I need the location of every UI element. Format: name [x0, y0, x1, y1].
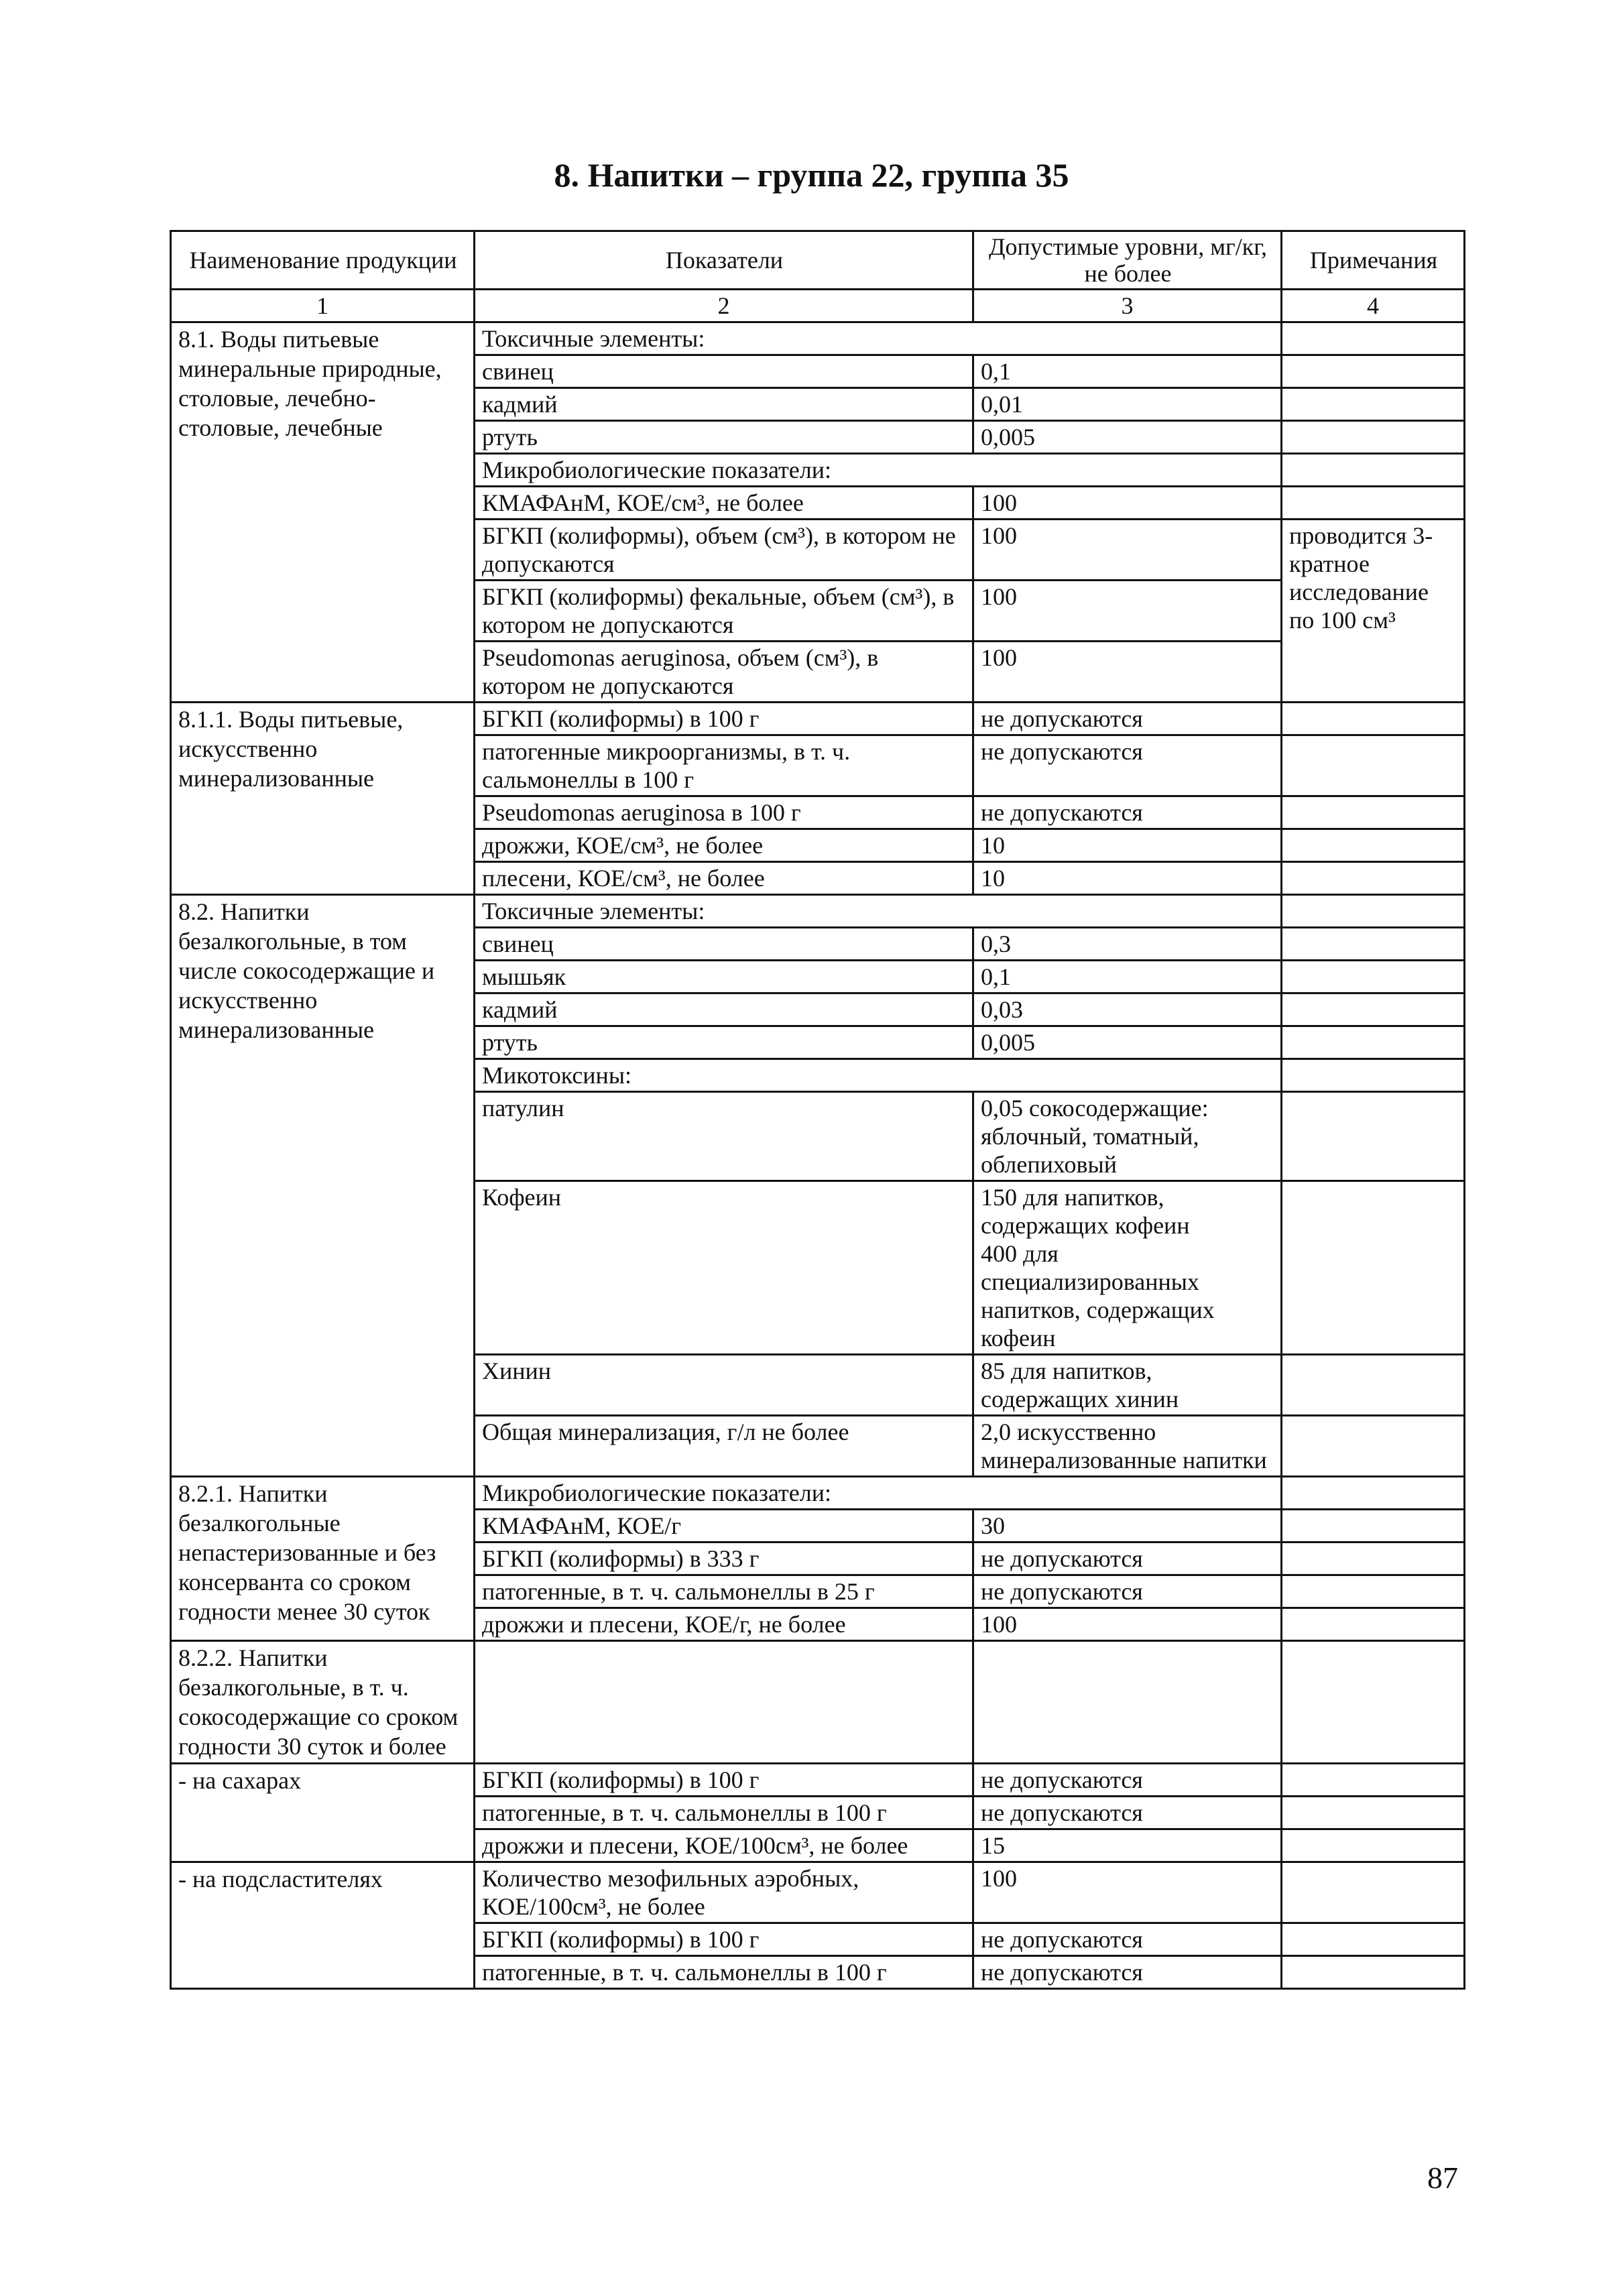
note-cell: [1282, 1477, 1465, 1510]
note-cell: [1282, 1956, 1465, 1989]
product-name: 8.1.1. Воды питьевые, искусственно минерализованные: [171, 703, 475, 895]
indicator-cell: БГКП (колиформы) в 100 г: [475, 1764, 973, 1797]
header-row: [171, 231, 1465, 290]
indicator-cell: патогенные, в т. ч. сальмонеллы в 25 г: [475, 1575, 973, 1608]
value-cell: 85 для напитков, содержащих хинин: [973, 1355, 1282, 1416]
value-cell: 2,0 искусственно минерализованные напитки: [973, 1416, 1282, 1477]
note-cell: [1282, 703, 1465, 735]
header-product: Наименование продукции: [171, 231, 475, 290]
value-cell: 0,005: [973, 421, 1282, 454]
indicator-cell: Количество мезофильных аэробных, КОЕ/100см³, не более: [475, 1862, 973, 1923]
table-row: [171, 1862, 1465, 1923]
value-cell: не допускаются: [973, 703, 1282, 735]
indicator-cell: БГКП (колиформы), объем (см³), в котором не допускаются: [475, 520, 973, 581]
indicator-cell: БГКП (колиформы) в 100 г: [475, 1923, 973, 1956]
value-cell: не допускаются: [973, 796, 1282, 829]
note-cell: проводится 3-кратное исследование по 100 см³: [1282, 520, 1465, 703]
header-notes: Примечания: [1282, 231, 1465, 290]
column-number: 3: [973, 290, 1282, 322]
column-number: 2: [475, 290, 973, 322]
note-cell: [1282, 829, 1465, 862]
table-row: [171, 1641, 1465, 1764]
note-cell: [1282, 1543, 1465, 1575]
table-row: [171, 1477, 1465, 1510]
indicator-cell: патогенные, в т. ч. сальмонеллы в 100 г: [475, 1797, 973, 1829]
value-cell: 0,1: [973, 961, 1282, 993]
value-cell: 15: [973, 1829, 1282, 1862]
indicator-cell: Микробиологические показатели:: [475, 454, 1282, 487]
indicator-cell: БГКП (колиформы) в 100 г: [475, 703, 973, 735]
note-cell: [1282, 454, 1465, 487]
indicator-cell: кадмий: [475, 993, 973, 1026]
value-cell: 10: [973, 829, 1282, 862]
value-cell: 30: [973, 1510, 1282, 1543]
note-cell: [1282, 1923, 1465, 1956]
table-row: [171, 1764, 1465, 1797]
indicator-cell: Микотоксины:: [475, 1059, 1282, 1092]
table-row: [171, 895, 1465, 928]
indicator-cell: свинец: [475, 355, 973, 388]
value-cell: 100: [973, 1862, 1282, 1923]
indicator-cell: патулин: [475, 1092, 973, 1181]
indicator-cell: дрожжи, КОЕ/см³, не более: [475, 829, 973, 862]
column-number-row: [171, 290, 1465, 322]
note-cell: [1282, 487, 1465, 520]
note-cell: [1282, 421, 1465, 454]
value-cell: 100: [973, 1608, 1282, 1641]
indicator-cell: БГКП (колиформы) фекальные, объем (см³), в котором не допускаются: [475, 581, 973, 642]
indicator-cell: мышьяк: [475, 961, 973, 993]
note-cell: [1282, 928, 1465, 961]
note-cell: [1282, 735, 1465, 796]
product-name: - на подсластителях: [171, 1862, 475, 1989]
value-cell: не допускаются: [973, 1923, 1282, 1956]
product-name: 8.2. Напитки безалкогольные, в том числе сокосодержащие и искусственно минерализованные: [171, 895, 475, 1477]
value-cell: 0,005: [973, 1026, 1282, 1059]
value-cell: не допускаются: [973, 1764, 1282, 1797]
value-cell: 0,01: [973, 388, 1282, 421]
indicator-cell: Токсичные элементы:: [475, 322, 1282, 355]
note-cell: [1282, 796, 1465, 829]
note-cell: [1282, 1797, 1465, 1829]
note-cell: [1282, 1764, 1465, 1797]
note-cell: [1282, 355, 1465, 388]
value-cell: не допускаются: [973, 1575, 1282, 1608]
indicator-cell: Общая минерализация, г/л не более: [475, 1416, 973, 1477]
value-cell: 100: [973, 581, 1282, 642]
table-row: [171, 703, 1465, 735]
value-cell: не допускаются: [973, 1543, 1282, 1575]
note-cell: [1282, 1829, 1465, 1862]
value-cell: 150 для напитков, содержащих кофеин 400 для специализированных напитков, содержащих кофеин: [973, 1181, 1282, 1355]
value-cell: 0,3: [973, 928, 1282, 961]
note-cell: [1282, 961, 1465, 993]
indicator-cell: патогенные, в т. ч. сальмонеллы в 100 г: [475, 1956, 973, 1989]
note-cell: [1282, 895, 1465, 928]
note-cell: [1282, 1575, 1465, 1608]
header-indicators: Показатели: [475, 231, 973, 290]
indicator-cell: кадмий: [475, 388, 973, 421]
product-name: - на сахарах: [171, 1764, 475, 1862]
value-cell: 10: [973, 862, 1282, 895]
indicator-cell: дрожжи и плесени, КОЕ/г, не более: [475, 1608, 973, 1641]
value-cell: не допускаются: [973, 1797, 1282, 1829]
indicator-cell: ртуть: [475, 421, 973, 454]
note-cell: [1282, 1355, 1465, 1416]
value-cell: 100: [973, 487, 1282, 520]
page-title: 8. Напитки – группа 22, группа 35: [554, 156, 1069, 194]
note-cell: [1282, 993, 1465, 1026]
indicator-cell: Pseudomonas aeruginosa, объем (см³), в котором не допускаются: [475, 642, 973, 703]
note-cell: [1282, 862, 1465, 895]
indicator-cell: КМАФАнМ, КОЕ/г: [475, 1510, 973, 1543]
value-cell: 100: [973, 520, 1282, 581]
product-name: 8.2.2. Напитки безалкогольные, в т. ч. сокосодержащие со сроком годности 30 суток и более: [171, 1641, 475, 1764]
indicator-cell: Токсичные элементы:: [475, 895, 1282, 928]
indicator-cell: Pseudomonas aeruginosa в 100 г: [475, 796, 973, 829]
note-cell: [1282, 1862, 1465, 1923]
page-number: 87: [1427, 2161, 1458, 2195]
note-cell: [1282, 1026, 1465, 1059]
value-cell: 0,03: [973, 993, 1282, 1026]
value-cell: 0,05 сокосодержащие: яблочный, томатный, облепиховый: [973, 1092, 1282, 1181]
standards-table: [170, 230, 1465, 1990]
indicator-cell: Кофеин: [475, 1181, 973, 1355]
product-name: 8.1. Воды питьевые минеральные природные, столовые, лечебно-столовые, лечебные: [171, 322, 475, 703]
product-name: 8.2.1. Напитки безалкогольные непастеризованные и без консерванта со сроком годности менее 30 суток: [171, 1477, 475, 1641]
note-cell: [1282, 1181, 1465, 1355]
note-cell: [1282, 1092, 1465, 1181]
value-cell: не допускаются: [973, 735, 1282, 796]
indicator-cell: ртуть: [475, 1026, 973, 1059]
header-levels: Допустимые уровни, мг/кг, не более: [973, 231, 1282, 290]
indicator-cell: Хинин: [475, 1355, 973, 1416]
indicator-cell: свинец: [475, 928, 973, 961]
note-cell: [1282, 1641, 1465, 1764]
value-cell: [973, 1641, 1282, 1764]
indicator-cell: плесени, КОЕ/см³, не более: [475, 862, 973, 895]
value-cell: не допускаются: [973, 1956, 1282, 1989]
note-cell: [1282, 322, 1465, 355]
column-number: 1: [171, 290, 475, 322]
indicator-cell: дрожжи и плесени, КОЕ/100см³, не более: [475, 1829, 973, 1862]
note-cell: [1282, 1510, 1465, 1543]
note-cell: [1282, 1608, 1465, 1641]
indicator-cell: [475, 1641, 973, 1764]
indicator-cell: Микробиологические показатели:: [475, 1477, 1282, 1510]
column-number: 4: [1282, 290, 1465, 322]
indicator-cell: патогенные микроорганизмы, в т. ч. сальмонеллы в 100 г: [475, 735, 973, 796]
indicator-cell: КМАФАнМ, КОЕ/см³, не более: [475, 487, 973, 520]
note-cell: [1282, 1059, 1465, 1092]
table-row: [171, 322, 1465, 355]
note-cell: [1282, 388, 1465, 421]
note-cell: [1282, 1416, 1465, 1477]
value-cell: 0,1: [973, 355, 1282, 388]
indicator-cell: БГКП (колиформы) в 333 г: [475, 1543, 973, 1575]
value-cell: 100: [973, 642, 1282, 703]
